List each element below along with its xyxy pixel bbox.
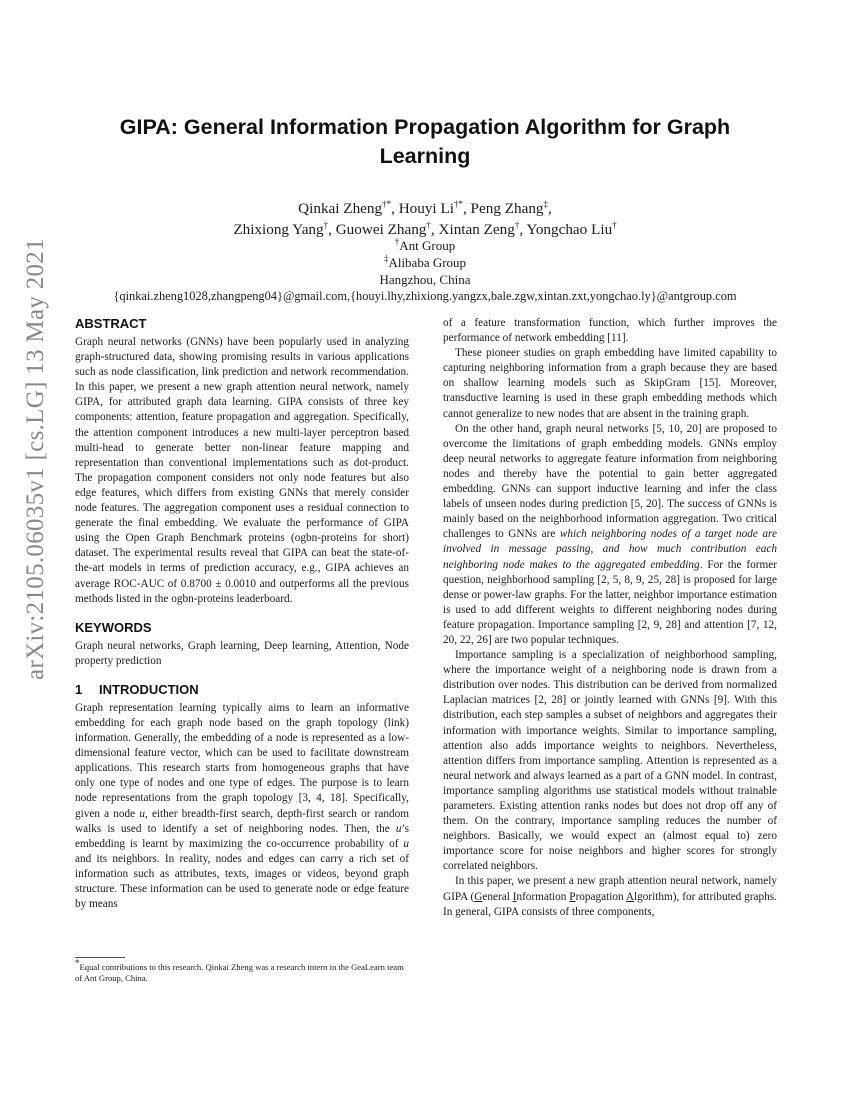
author-name: Houyi Li bbox=[398, 200, 454, 217]
author-separator: , bbox=[328, 221, 336, 238]
intro-paragraph-5: In this paper, we present a new graph attention neural network, namely GIPA (General Information Propagation Algorithm), for attributed graphs. In general, GIPA consists of three components, bbox=[443, 875, 777, 918]
paper-title bbox=[60, 113, 790, 171]
author-name: Yongchao Liu bbox=[526, 221, 613, 238]
author-emails: {qinkai.zheng1028,zhangpeng04}@gmail.com,{houyi.lhy,zhixiong.yangzx,bale.zgw,xintan.zxt,yongchao.ly}@antgroup.com bbox=[113, 289, 737, 303]
author-marks: †* bbox=[453, 198, 463, 209]
intro-paragraph-2: These pioneer studies on graph embedding have limited capability to capturing neighboring information from a graph because they are based on shallow learning models such as SkipGram [15]. Moreover, transductive learning is used in these graph embedding methods which cannot generalize to new nodes that are absent in the training graph. bbox=[443, 347, 777, 420]
abstract-text: Graph neural networks (GNNs) have been popularly used in analyzing graph-structured data, showing promising results in various applications such as node classification, link prediction and network recommendation. In this paper, we present a new graph attention neural network, namely GIPA, for attributed graph data learning. GIPA consists of three key components: attention, feature propagation and aggregation. Specifically, the attention component introduces a new multi-layer perceptron based multi-head to generate better non-linear feature mapping and representation than conventional implementations such as dot-product. The propagation component considers not only node features but also edge features, which differs from existing GNNs that merely consider node features. The aggregation component uses a residual connection to generate the final embedding. We evaluate the performance of GIPA using the Open Graph Benchmark proteins (ogbn-proteins for short) dataset. The experimental results reveal that GIPA can beat the state-of-the-art models in terms of prediction accuracy, e.g., GIPA achieves an average ROC-AUC of 0.8700 ± 0.0010 and outperforms all the previous methods listed in the ogbn-proteins leaderboard. bbox=[75, 336, 409, 605]
author-marks: ‡ bbox=[543, 198, 549, 209]
intro-paragraph-4: Importance sampling is a specialization of neighborhood sampling, where the importance weight of a neighboring node is drawn from a distribution over nodes. This distribution can be derived from normalized Laplacian matrices [2, 28] or jointly learned with GNNs [9]. With this distribution, each step samples a subset of neighbors and aggregates their information with importance weights. Similar to importance sampling, attention also adds importance weights to neighbors. Nevertheless, attention differs from importance sampling. Attention is represented as a neural network and always learned as a part of a GNN model. In contrast, importance sampling algorithms use statistical models without trainable parameters. Existing attention ranks nodes but does not drop off any of them. On the contrary, importance sampling reduces the number of neighbors. Basically, we would expect an (almost equal to) zero importance score for noise neighbors and higher scores for strongly correlated neighbors. bbox=[443, 649, 777, 873]
footnote-rule bbox=[75, 957, 125, 958]
affiliation-mark: ‡ bbox=[383, 253, 389, 264]
author-name: Zhixiong Yang bbox=[233, 221, 324, 238]
footnote-text: Equal contributions to this research. Qinkai Zheng was a research intern in the GeaLearn team of Ant Group, China. bbox=[75, 962, 404, 983]
arxiv-stamp bbox=[22, 238, 52, 680]
affiliation-ant bbox=[60, 237, 790, 254]
author-line-1 bbox=[60, 198, 790, 219]
author-marks: † bbox=[426, 219, 431, 230]
author-separator: , bbox=[519, 221, 527, 238]
author-separator: , bbox=[430, 221, 439, 238]
affiliation-mark: † bbox=[394, 236, 400, 247]
author-name: Peng Zhang bbox=[470, 200, 544, 217]
affiliation-name: Alibaba Group bbox=[388, 255, 467, 270]
intro-paragraph-1-continued: of a feature transformation function, which further improves the performance of network embedding [11]. bbox=[443, 317, 777, 345]
author-marks: † bbox=[612, 219, 617, 230]
author-separator: , bbox=[548, 200, 552, 217]
affiliation-location: Hangzhou, China bbox=[379, 272, 471, 287]
footnote bbox=[75, 958, 409, 984]
keywords-heading: KEYWORDS bbox=[75, 619, 152, 635]
author-name: Qinkai Zheng bbox=[298, 200, 383, 217]
right-column bbox=[443, 316, 777, 920]
author-list bbox=[60, 198, 790, 240]
keywords-text: Graph neural networks, Graph learning, Deep learning, Attention, Node property prediction bbox=[75, 639, 409, 667]
introduction-heading bbox=[75, 681, 409, 698]
author-name: Xintan Zeng bbox=[438, 221, 515, 238]
intro-paragraph-1: Graph representation learning typically aims to learn an informative embedding for each graph node based on the graph topology (link) information. Generally, the embedding of a node is represented as a low-dimensional feature vector, which can be used to facilitate downstream applications. This research starts from homogeneous graphs that have only one type of nodes and one type of edges. The purpose is to learn node representations from the graph topology [3, 4, 18]. Specifically, given a node u, either breadth-first search, depth-first search or random walks is used to identify a set of neighboring nodes. Then, the u’s embedding is learnt by maximizing the co-occurrence probability of u and its neighbors. In reality, nodes and edges can carry a rich set of information such as attributes, texts, images or videos, beyond graph structure. These information can be used to generate node or edge feature by means bbox=[75, 701, 409, 911]
title-line-2: Learning bbox=[379, 144, 471, 168]
author-marks: †* bbox=[382, 198, 392, 209]
intro-paragraph-3: On the other hand, graph neural networks [5, 10, 20] are proposed to overcome the limitations of graph embedding models. GNNs employ deep neural networks to aggregate feature information from neighboring nodes and thereby have the potential to gain better aggregated embedding. GNNs can support inductive learning and infer the class labels of unseen nodes during prediction [5, 20]. The success of GNNs is mainly based on the neighborhood information aggregation. Two critical challenges to GNNs are which neighboring nodes of a target node are involved in message passing, and how much contribution each neighboring node makes to the aggregated embedding. For the former question, neighborhood sampling [2, 5, 8, 9, 25, 28] is proposed for large dense or power-law graphs. For the latter, neighbor importance estimation is used to add different weights to different neighboring nodes during feature propagation. Importance sampling [2, 9, 28] and attention [7, 12, 20, 22, 26] are two popular techniques. bbox=[443, 422, 777, 646]
author-name: Guowei Zhang bbox=[335, 221, 427, 238]
title-line-1: GIPA: General Information Propagation Algorithm for Graph bbox=[119, 115, 731, 139]
left-column bbox=[75, 315, 409, 912]
affiliation-alibaba bbox=[60, 254, 790, 271]
section-number: 1 bbox=[75, 681, 83, 697]
author-separator: , bbox=[391, 200, 399, 217]
footnote-mark: * bbox=[75, 958, 80, 969]
author-marks: † bbox=[514, 219, 520, 230]
author-separator: , bbox=[462, 200, 471, 217]
author-marks: † bbox=[323, 219, 329, 230]
arxiv-id: arXiv:2105.06035v1 [cs.LG] 13 May 2021 bbox=[22, 238, 49, 680]
affiliation-name: Ant Group bbox=[399, 238, 456, 253]
abstract-heading: ABSTRACT bbox=[75, 316, 147, 331]
section-title: INTRODUCTION bbox=[99, 681, 199, 697]
